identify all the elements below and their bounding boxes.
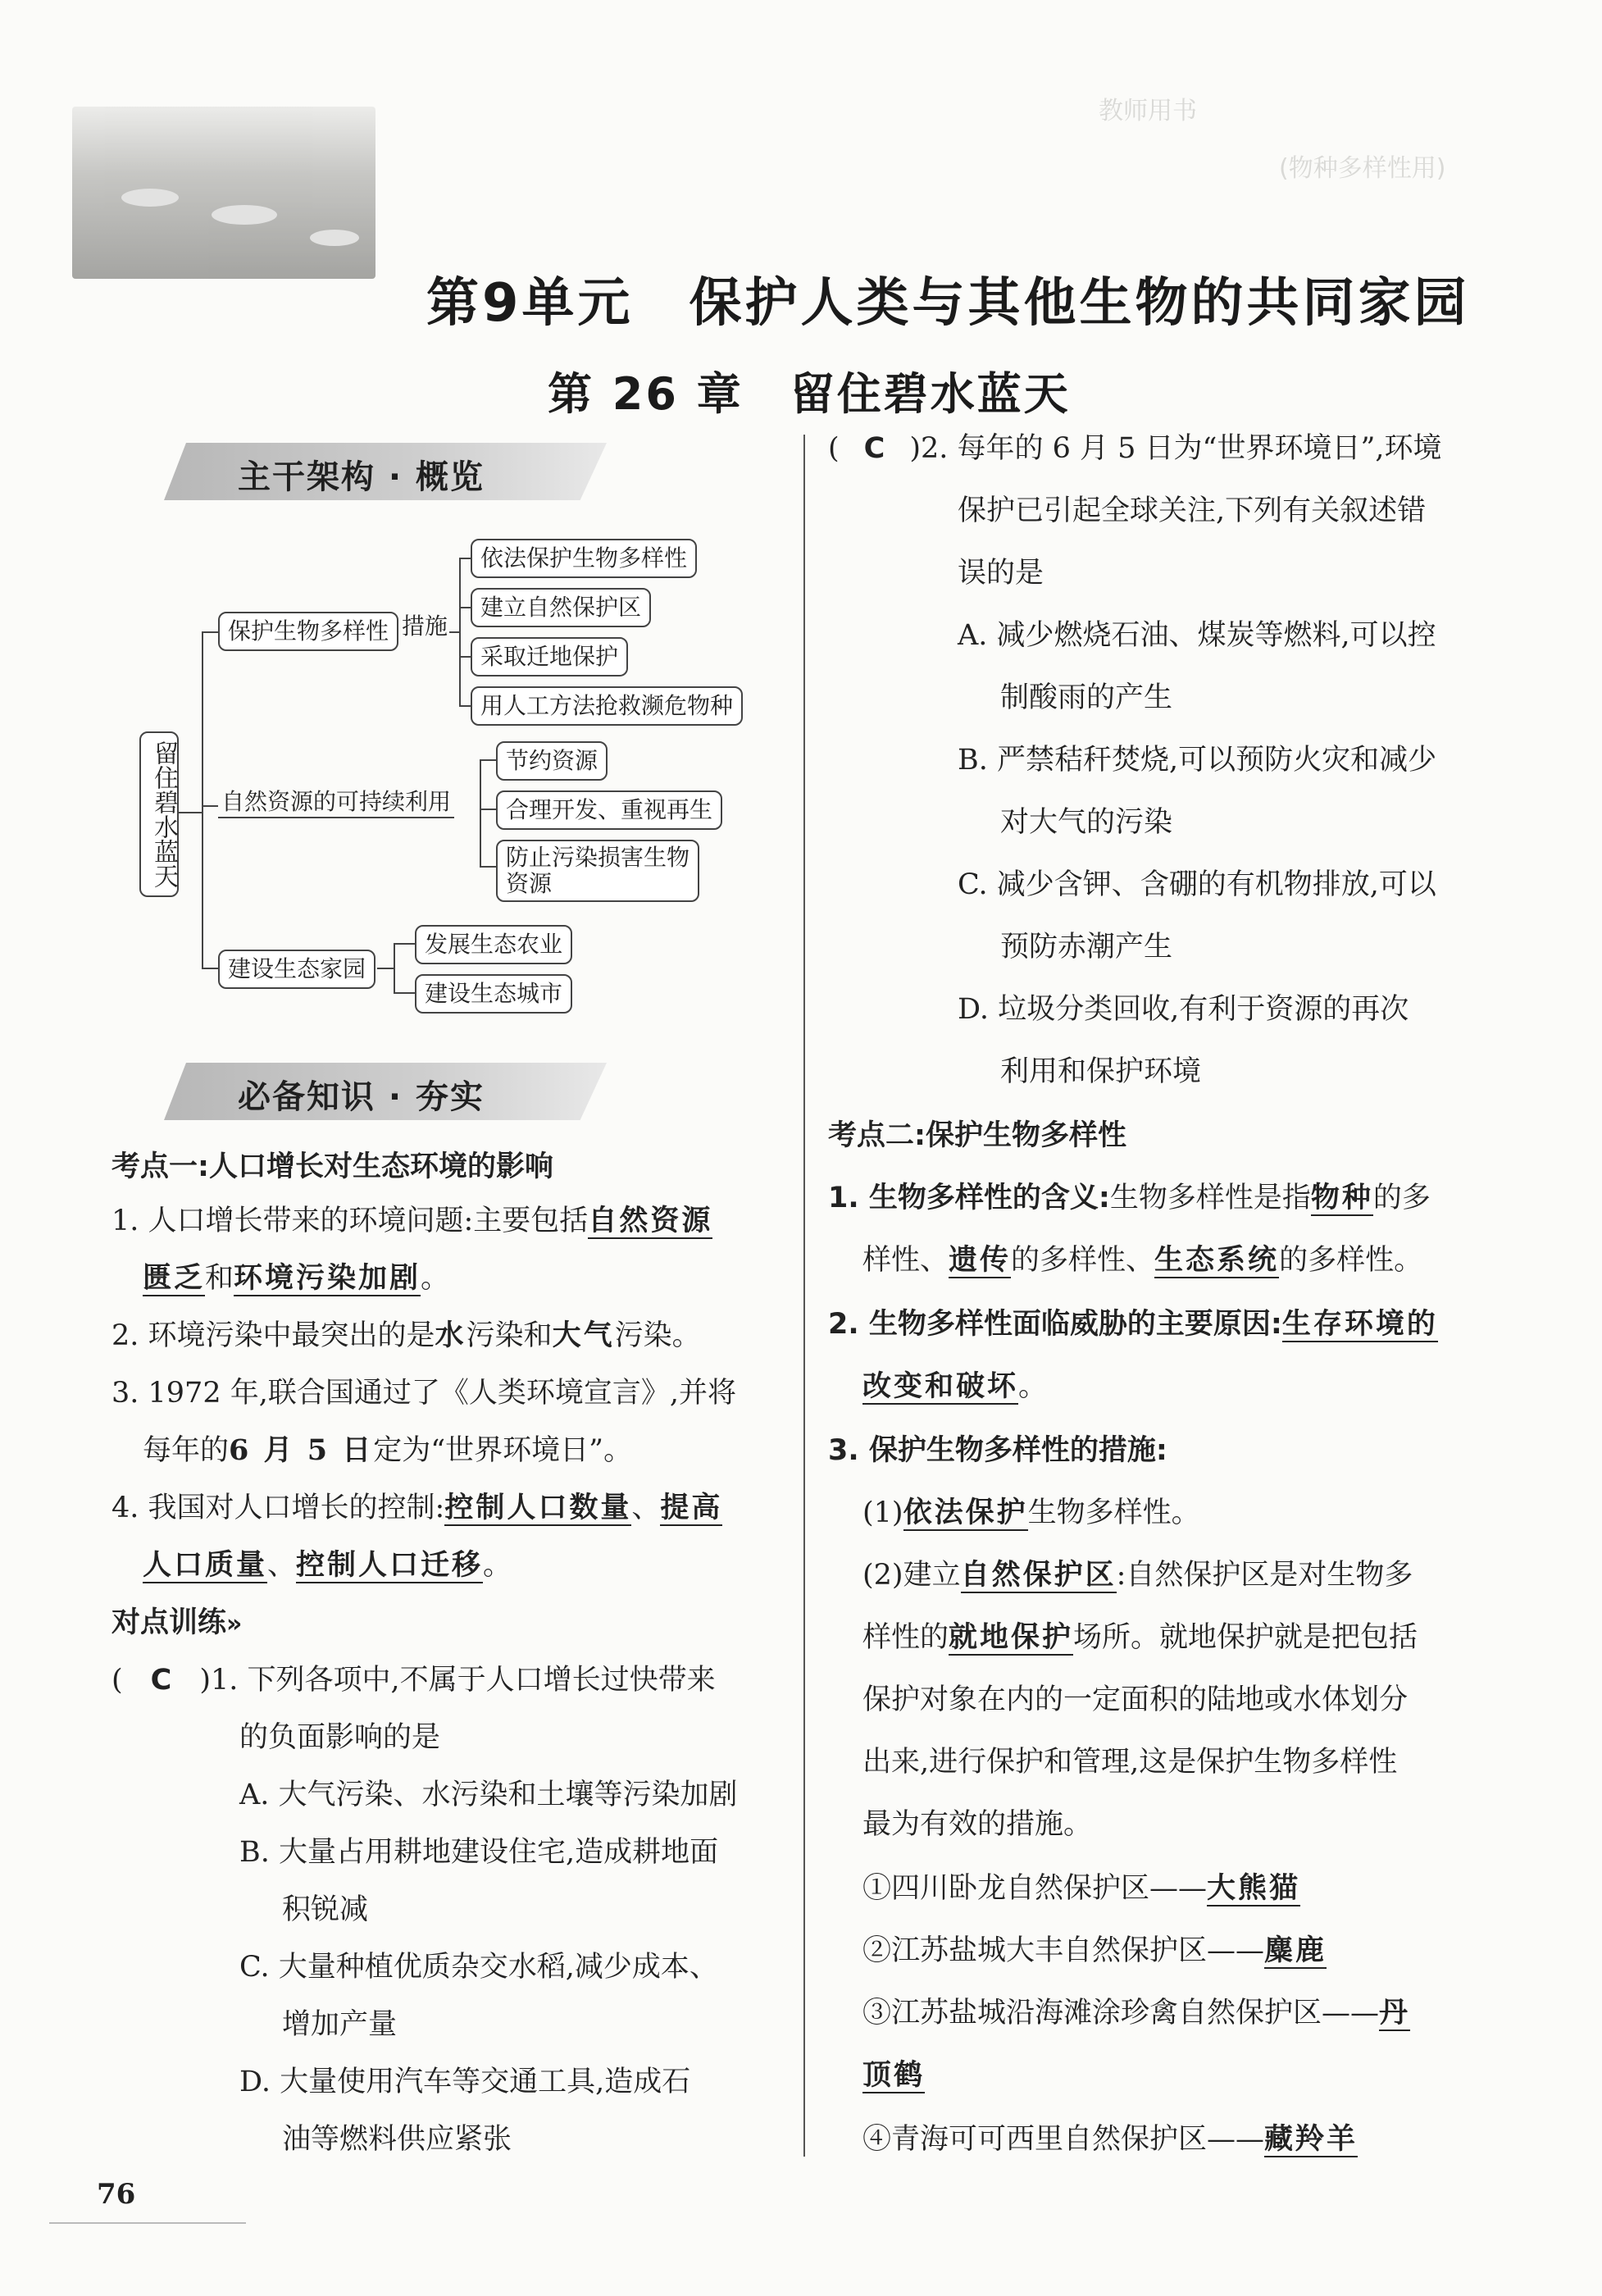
answer: 遗传 <box>949 1243 1012 1277</box>
option-d-cont: 油等燃料供应紧张 <box>282 2123 512 2156</box>
reserve-item: ④青海可可西里自然保护区——藏羚羊 <box>862 2122 1359 2156</box>
section-title: 主干架构 · 概览 <box>238 458 485 496</box>
option-a-cont: 制酸雨的产生 <box>1000 681 1173 714</box>
answer: 大熊猫 <box>1207 1871 1301 1905</box>
training-heading: 对点训练» <box>112 1606 243 1639</box>
reserve-item: ①四川卧龙自然保护区——大熊猫 <box>862 1871 1301 1905</box>
paragraph-line: 最为有效的措施。 <box>862 1808 1093 1841</box>
option-d: D. 大量使用汽车等交通工具,造成石 <box>239 2066 691 2098</box>
paragraph-line: 4. 我国对人口增长的控制:控制人口数量、提高 <box>112 1491 723 1524</box>
answer: 人口质量 <box>143 1548 268 1582</box>
answer: 丹 <box>1379 1996 1411 2029</box>
footer-ornament <box>49 2222 246 2224</box>
paragraph-line: 2. 环境污染中最突出的是水污染和大气污染。 <box>112 1319 701 1352</box>
unit-title: 第9单元 保护人类与其他生物的共同家园 <box>426 273 1470 334</box>
option-d: D. 垃圾分类回收,有利于资源的再次 <box>958 993 1409 1026</box>
mindmap-branch-resources: 自然资源的可持续利用 <box>218 787 454 818</box>
answer: 改变和破坏 <box>862 1369 1019 1403</box>
column-divider <box>803 435 805 2157</box>
mindmap-branch-eco-home: 建设生态家园 <box>218 950 375 989</box>
option-d-cont: 利用和保护环境 <box>1000 1055 1202 1088</box>
answer: 物种 <box>1310 1181 1373 1214</box>
answer: 提高 <box>660 1491 723 1524</box>
reserve-item-cont <box>862 2055 925 2096</box>
answer-choice: C <box>150 1664 172 1697</box>
answer: 生存环境的 <box>1281 1307 1438 1341</box>
answer: 自然保护区 <box>960 1558 1117 1592</box>
paragraph-line: 匮乏和环境污染加剧。 <box>143 1261 450 1295</box>
answer: 生态系统 <box>1154 1243 1280 1277</box>
answer: 藏羚羊 <box>1264 2122 1359 2156</box>
mindmap-branch-biodiversity: 保护生物多样性 <box>218 612 398 651</box>
reserve-item: ②江苏盐城大丰自然保护区——麋鹿 <box>862 1934 1327 1967</box>
mindmap-leaf: 发展生态农业 <box>415 925 572 964</box>
mindmap-leaf: 建立自然保护区 <box>471 588 651 627</box>
kp1-title: 考点一:人口增长对生态环境的影响 <box>112 1150 553 1183</box>
answer: 顶鹤 <box>862 2058 926 2092</box>
section-banner-overview <box>164 443 607 500</box>
paragraph-line: 1. 生物多样性的含义:生物多样性是指物种的多 <box>828 1181 1431 1214</box>
answer: 大气 <box>552 1319 615 1352</box>
kp2-title: 考点二:保护生物多样性 <box>828 1119 1126 1152</box>
mindmap-leaf-line: 资源 <box>506 870 553 897</box>
paragraph-line: 1. 人口增长带来的环境问题:主要包括自然资源 <box>112 1204 713 1237</box>
answer: 匮乏 <box>143 1261 206 1295</box>
option-c-cont: 增加产量 <box>282 2008 398 2041</box>
paragraph-line: 改变和破坏。 <box>862 1369 1048 1403</box>
answer-choice: C <box>863 432 885 465</box>
paragraph-line: 每年的6 月 5 日定为“世界环境日”。 <box>143 1433 633 1467</box>
question-line: 保护已引起全球关注,下列有关叙述错 <box>958 494 1427 527</box>
mindmap-leaf: 用人工方法抢救濒危物种 <box>471 686 743 726</box>
reserve-item: ③江苏盐城沿海滩涂珍禽自然保护区——丹 <box>862 1996 1411 2029</box>
option-c: C. 减少含钾、含硼的有机物排放,可以 <box>958 868 1436 901</box>
option-b-cont: 对大气的污染 <box>1000 806 1173 839</box>
answer: 6 月 5 日 <box>229 1433 374 1467</box>
page-number: 76 <box>97 2178 136 2211</box>
answer: 自然资源 <box>588 1204 713 1237</box>
paragraph-line: 样性的就地保护场所。就地保护就是把包括 <box>862 1620 1418 1654</box>
paragraph-line: 2. 生物多样性面临威胁的主要原因:生存环境的 <box>828 1307 1438 1341</box>
paragraph-line: 样性、遗传的多样性、生态系统的多样性。 <box>862 1243 1423 1277</box>
question-2: ( C )2. 每年的 6 月 5 日为“世界环境日”,环境 <box>828 432 1442 465</box>
paragraph-line: 出来,进行保护和管理,这是保护生物多样性 <box>862 1746 1398 1779</box>
option-b-cont: 积锐减 <box>282 1893 369 1926</box>
mindmap-leaf-multiline <box>496 840 699 902</box>
paragraph-line: 保护对象在内的一定面积的陆地或水体划分 <box>862 1683 1409 1716</box>
paragraph-line: (1)依法保护生物多样性。 <box>862 1496 1200 1529</box>
chapter-title: 第 26 章 留住碧水蓝天 <box>548 368 1071 420</box>
paragraph-line: 3. 1972 年,联合国通过了《人类环境宣言》,并将 <box>112 1377 736 1410</box>
section-title: 必备知识 · 夯实 <box>238 1078 485 1116</box>
question-1: ( C )1. 下列各项中,不属于人口增长过快带来 <box>112 1664 716 1697</box>
answer: 水 <box>435 1319 466 1352</box>
option-a: A. 大气污染、水污染和土壤等污染加剧 <box>239 1779 738 1811</box>
section-banner-knowledge <box>164 1063 607 1120</box>
double-chevron-icon: » <box>226 1610 243 1638</box>
header-illustration <box>72 107 375 279</box>
mindmap-leaf: 依法保护生物多样性 <box>471 539 697 578</box>
option-b: B. 严禁秸秆焚烧,可以预防火灾和减少 <box>958 744 1437 777</box>
answer: 依法保护 <box>903 1496 1028 1529</box>
mindmap-root: 留住碧水蓝天 <box>139 731 179 897</box>
option-b: B. 大量占用耕地建设住宅,造成耕地面 <box>239 1836 719 1869</box>
paragraph-line: 3. 保护生物多样性的措施: <box>828 1434 1167 1467</box>
mindmap-leaf: 采取迁地保护 <box>471 637 628 676</box>
mindmap-leaf: 节约资源 <box>496 741 608 781</box>
answer: 控制人口数量 <box>444 1491 632 1524</box>
option-c: C. 大量种植优质杂交水稻,减少成本、 <box>239 1951 718 1984</box>
mindmap-leaf: 合理开发、重视再生 <box>496 790 722 830</box>
question-line: 误的是 <box>958 557 1044 590</box>
option-a: A. 减少燃烧石油、煤炭等燃料,可以控 <box>958 619 1436 652</box>
answer: 麋鹿 <box>1264 1934 1327 1967</box>
paragraph-line: 人口质量、控制人口迁移。 <box>143 1548 512 1582</box>
answer: 就地保护 <box>949 1620 1074 1654</box>
mindmap-connector-label: 措施 <box>402 613 448 640</box>
paragraph-line: (2)建立自然保护区:自然保护区是对生物多 <box>862 1558 1413 1592</box>
answer: 环境污染加剧 <box>234 1261 421 1295</box>
question-line: 的负面影响的是 <box>239 1721 441 1754</box>
option-c-cont: 预防赤潮产生 <box>1000 931 1173 963</box>
mindmap-leaf: 建设生态城市 <box>415 974 572 1014</box>
mindmap-leaf-line: 防止污染损害生物 <box>506 844 690 871</box>
answer: 控制人口迁移 <box>296 1548 484 1582</box>
